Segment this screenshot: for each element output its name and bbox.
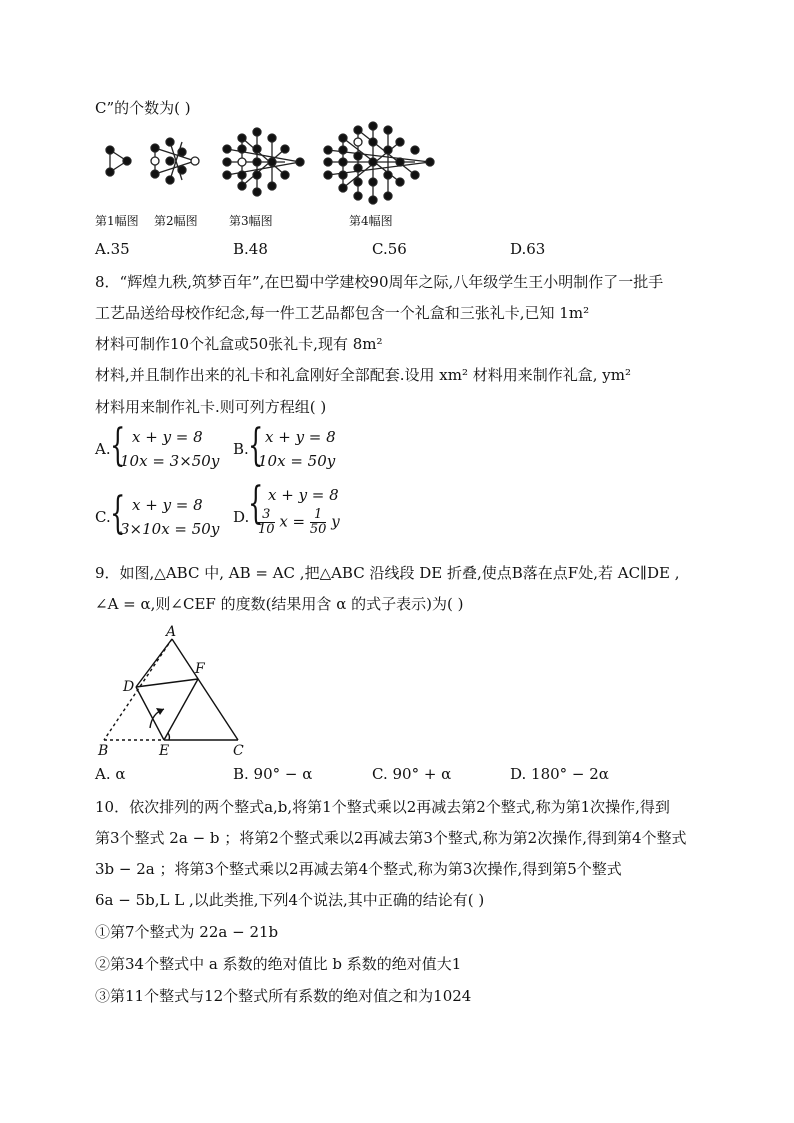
brace-icon: { — [248, 478, 264, 529]
q7-option-a: A.35 — [95, 240, 130, 258]
q8-option-a-eq2: 10x = 3×50y — [120, 452, 220, 470]
q8-option-c-eq1: x + y = 8 — [132, 496, 203, 514]
q10-line-3: 3b − 2a ；将第3个整式乘以2再减去第4个整式,称为第3次操作,得到第5个整式 — [95, 860, 622, 878]
q9-triangle-figure — [92, 625, 272, 760]
figure-caption-1: 第1幅图 — [95, 214, 139, 228]
q7-option-c: C.56 — [372, 240, 407, 258]
q10-line-1: 10．依次排列的两个整式a,b,将第1个整式乘以2再减去第2个整式,称为第1次操作,得到 — [95, 798, 670, 816]
q10-line-4: 6a − 5b,L L ,以此类推,下列4个说法,其中正确的结论有( ) — [95, 891, 485, 909]
brace-icon: { — [248, 420, 264, 471]
q8-option-d-eq2 — [258, 508, 340, 537]
q8-line-1: 8．“辉煌九秩,筑梦百年”,在巴蜀中学建校90周年之际,八年级学生王小明制作了一批手 — [95, 273, 664, 291]
point-label-e: E — [159, 743, 170, 759]
q8-option-c-label: C. — [95, 508, 111, 526]
q8-option-a-label: A. — [95, 440, 111, 458]
point-label-a: A — [166, 625, 177, 640]
q9-option-c: C. 90° + α — [372, 765, 452, 783]
q8-option-d-eq1: x + y = 8 — [268, 486, 339, 504]
equation-end: y — [331, 512, 340, 531]
q8-line-3: 材料可制作10个礼盒或50张礼卡,现有 8m² — [95, 335, 383, 353]
q8-option-b-eq1: x + y = 8 — [265, 428, 336, 446]
fraction-numerator: 3 — [258, 508, 275, 523]
point-label-c: C — [233, 743, 244, 759]
q8-option-b-eq2: 10x = 50y — [258, 452, 336, 470]
q7-stem-tail: C”的个数为( ) — [95, 99, 191, 117]
brace-icon: { — [110, 488, 126, 539]
fraction-numerator: 1 — [310, 508, 327, 523]
q7-option-d: D.63 — [510, 240, 546, 258]
q8-line-2: 工艺品送给母校作纪念,每一件工艺品都包含一个礼盒和三张礼卡,已知 1m² — [95, 304, 590, 322]
point-label-f: F — [195, 661, 205, 677]
q8-line-5: 材料用来制作礼卡.则可列方程组( ) — [95, 398, 327, 416]
fraction-denominator: 10 — [258, 522, 275, 537]
brace-icon: { — [110, 420, 126, 471]
q9-line-1: 9．如图,△ABC 中, AB = AC ,把△ABC 沿线段 DE 折叠,使点B落在点F处,若 AC∥DE , — [95, 564, 680, 582]
figure-caption-2: 第2幅图 — [154, 214, 198, 228]
q9-option-d: D. 180° − 2α — [510, 765, 609, 783]
q7-pattern-figures — [100, 120, 460, 210]
figure-caption-4: 第4幅图 — [349, 214, 393, 228]
point-label-b: B — [98, 743, 109, 759]
q8-option-d-label: D. — [233, 508, 250, 526]
equation-middle: x = — [279, 512, 306, 531]
q9-option-b: B. 90° − α — [233, 765, 313, 783]
q8-line-4: 材料,并且制作出来的礼卡和礼盒刚好全部配套.设用 xm² 材料用来制作礼盒, ym² — [95, 366, 632, 384]
q7-option-b: B.48 — [233, 240, 268, 258]
q10-item-2: ②第34个整式中 a 系数的绝对值比 b 系数的绝对值大1 — [95, 955, 462, 973]
q8-option-a-eq1: x + y = 8 — [132, 428, 203, 446]
q10-line-2: 第3个整式 2a − b ；将第2个整式乘以2再减去第3个整式,称为第2次操作,得到第4个整式 — [95, 829, 687, 847]
q9-line-2: ∠A = α,则∠CEF 的度数(结果用含 α 的式子表示)为( ) — [95, 595, 464, 613]
point-label-d: D — [123, 679, 135, 695]
q8-option-c-eq2: 3×10x = 50y — [120, 520, 220, 538]
q9-option-a: A. α — [95, 765, 126, 783]
fraction-denominator: 50 — [309, 522, 327, 537]
q8-option-b-label: B. — [233, 440, 249, 458]
q10-item-1: ①第7个整式为 22a − 21b — [95, 923, 279, 941]
figure-caption-3: 第3幅图 — [229, 214, 273, 228]
q10-item-3: ③第11个整式与12个整式所有系数的绝对值之和为1024 — [95, 987, 472, 1005]
